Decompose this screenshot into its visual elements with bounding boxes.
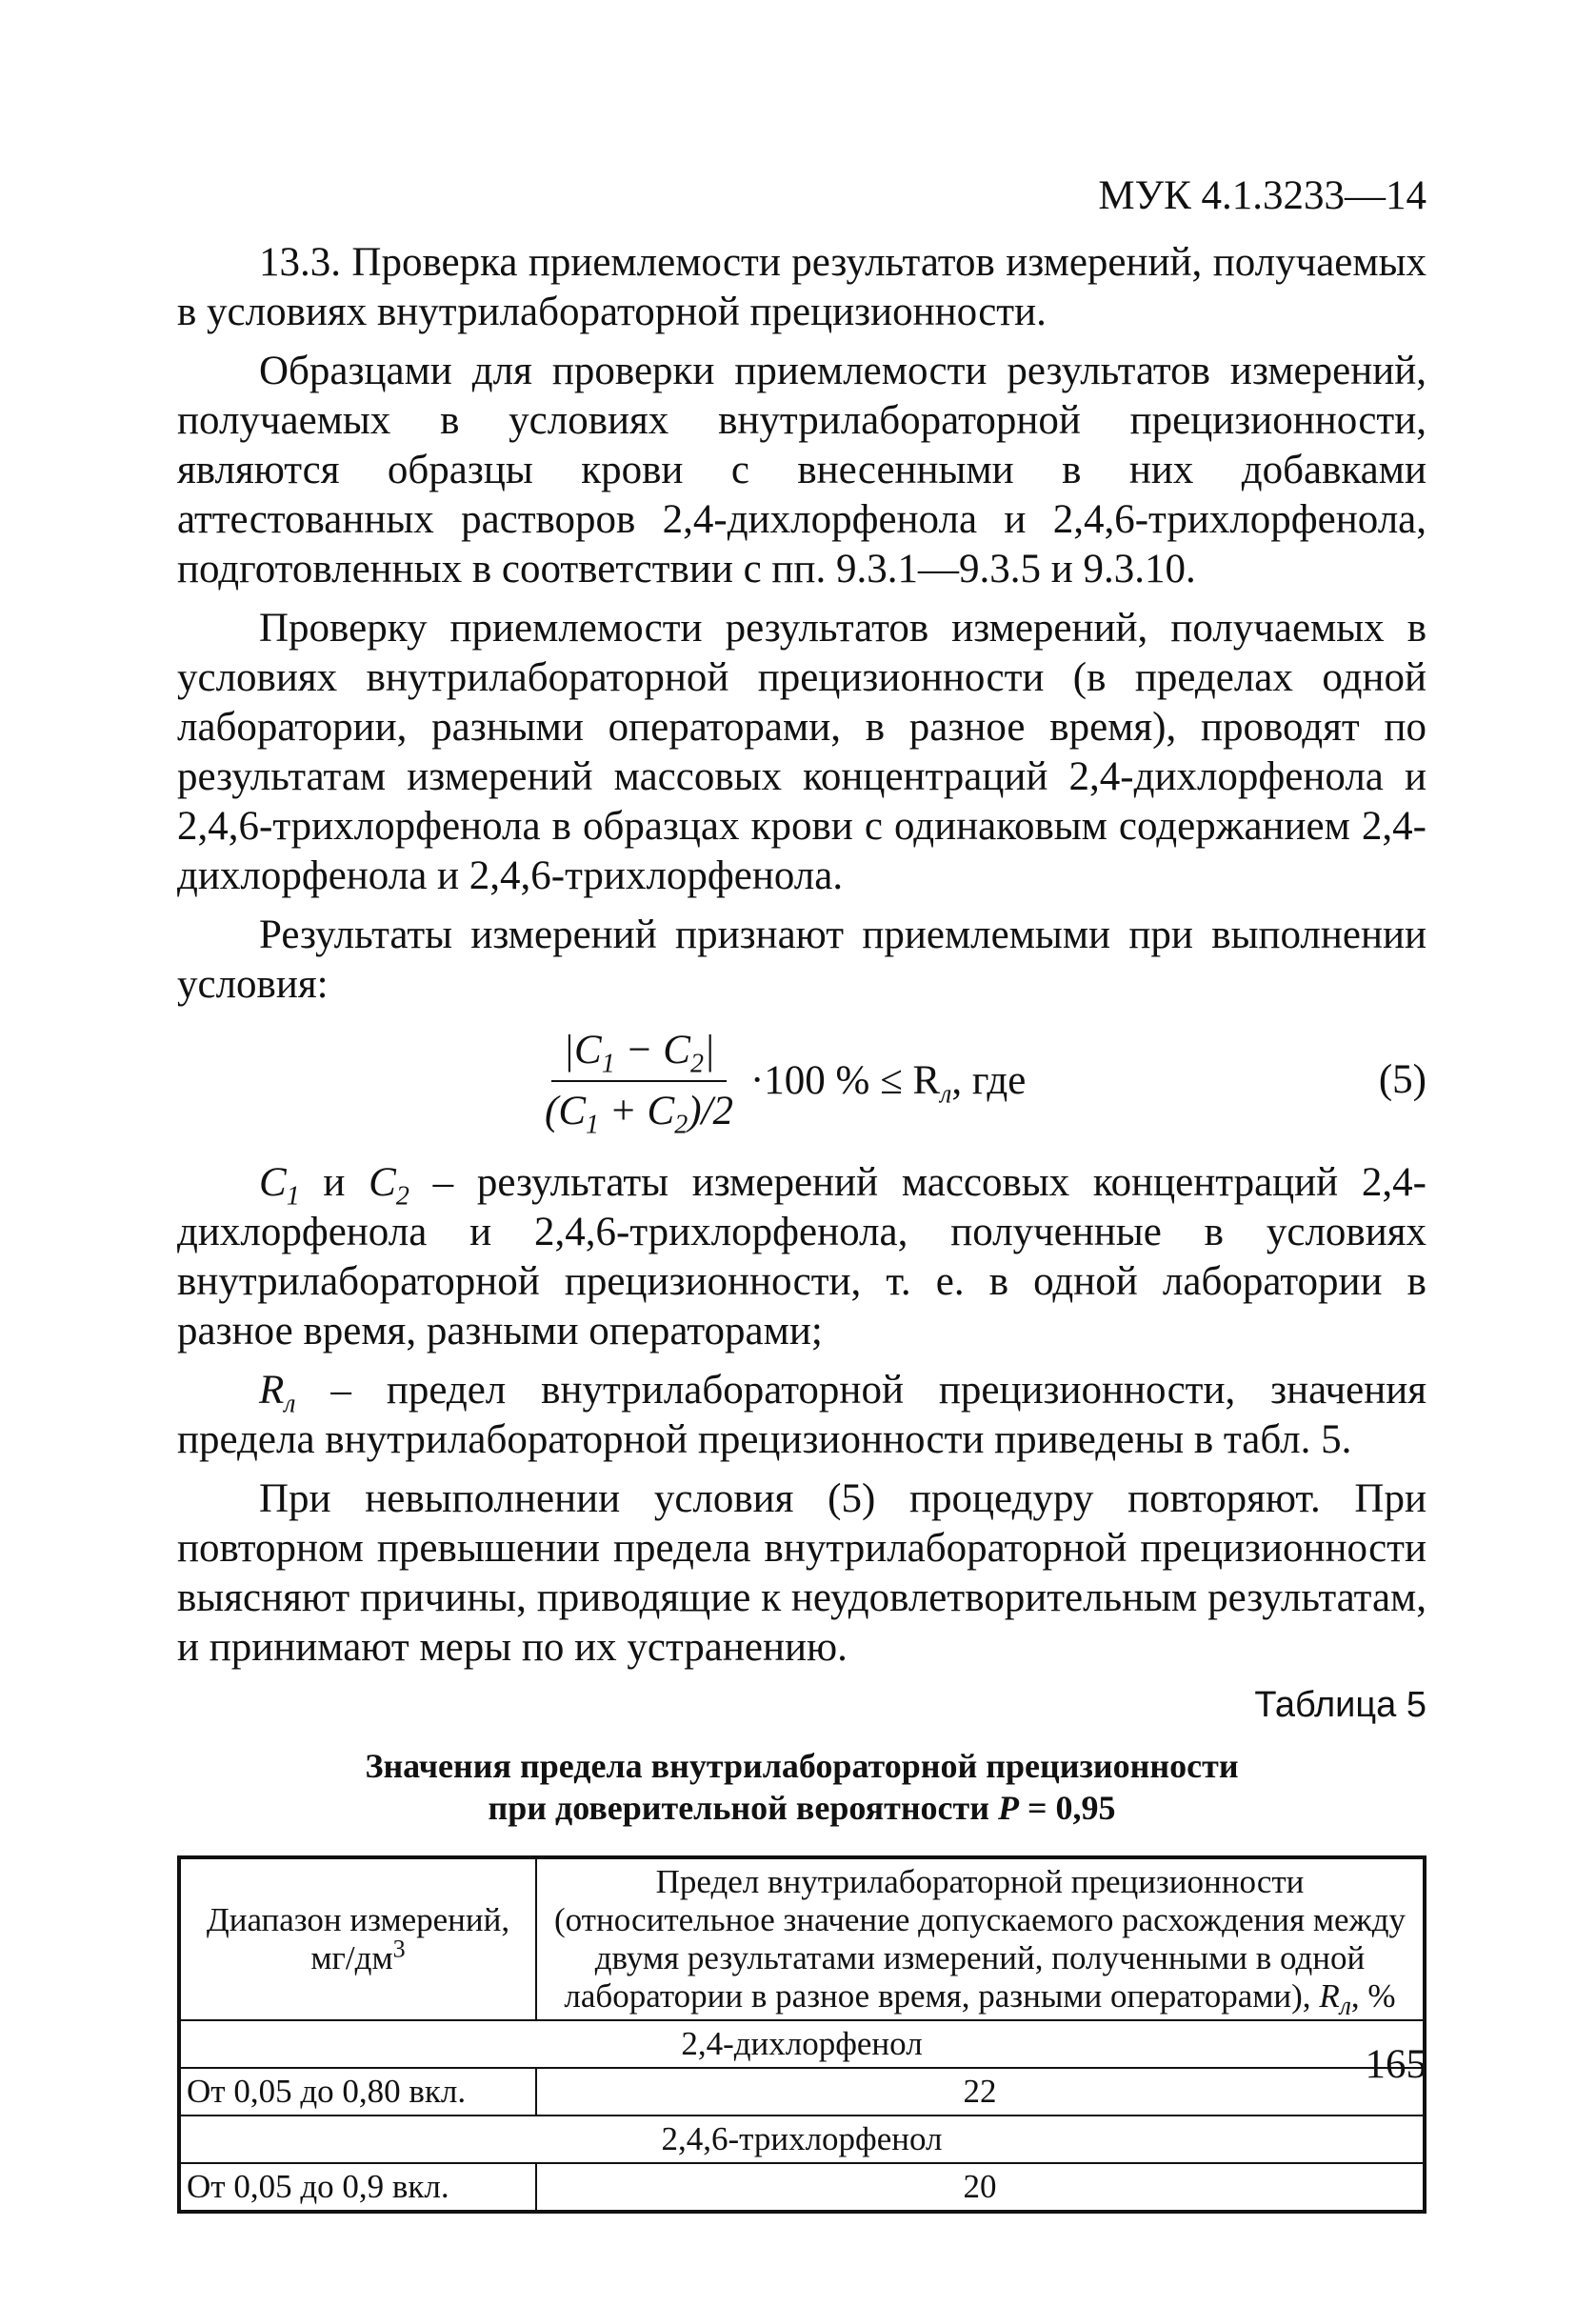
- substance-label: 2,4-дихлорфенол: [179, 2020, 1425, 2068]
- page-number: 165: [1365, 2042, 1426, 2087]
- table-label: Таблица 5: [1254, 1685, 1426, 1725]
- header-range: Диапазон измерений, $мг/дм^3$: [179, 1857, 536, 2020]
- definition-c1-c2: $C_1$ и $C_2$ – результаты измерений массовых концентраций 2,4-дихлорфенола и 2,4,6-трихлорфенола, полученные в условиях внутрилабораторной прецизионности, т. е. в одной лаборатории в разное время, разными операторами;: [177, 1160, 1426, 1354]
- formula-5: [177, 1019, 1426, 1143]
- paragraph-repeat: При невыполнении условия (5) процедуру повторяют. При повторном превышении предела внутрилабораторной прецизионности выясняют причины, приводящие к неудовлетворительным результатам, и принимают меры по их устранению.: [177, 1476, 1426, 1670]
- section-title: 13.3. Проверка приемлемости результатов измерений, получаемых в условиях внутрилабораторной прецизионности.: [177, 240, 1426, 334]
- formula-tail: ·100 % ≤ $R_л$, где: [749, 1058, 1027, 1110]
- paragraph-samples: Образцами для проверки приемлемости результатов измерений, получаемых в условиях внутрилабораторной прецизионности, являются образцы крови с внесенными в них добавками аттестованных растворов 2,4-дихлорфенола и 2,4,6-трихлорфенола, подготовленных в соответствии с пп. 9.3.1—9.3.5 и 9.3.10.: [177, 349, 1426, 592]
- table-row: [179, 2116, 1425, 2163]
- paragraph-condition: Результаты измерений признают приемлемыми при выполнении условия:: [177, 912, 1426, 1007]
- table-row: [179, 2163, 1425, 2212]
- header-precision-limit: Предел внутрилабораторной прецизионности (относительное значение допускаемого расхождения между двумя результатами измерений, полученными в одной лаборатории в разное время, разными операторами), $R_л$, %: [536, 1857, 1425, 2020]
- document-page: [177, 171, 1426, 2214]
- table-title: Значения предела внутрилабораторной прецизионности при доверительной вероятности P = 0,95: [365, 1747, 1239, 1827]
- substance-label: 2,4,6-трихлорфенол: [179, 2116, 1425, 2163]
- range-cell: От 0,05 до 0,80 вкл.: [179, 2068, 536, 2116]
- table-header-row: [179, 1857, 1425, 2020]
- precision-table: [177, 1855, 1426, 2214]
- formula-numerator: $|C_1 - C_2|$: [551, 1025, 727, 1082]
- formula-expression: [537, 1019, 1026, 1143]
- paragraph-procedure: Проверку приемлемости результатов измерений, получаемых в условиях внутрилабораторной прецизионности (в пределах одной лаборатории, разными операторами, в разное время), проводят по результатам измерений массовых концентраций 2,4-дихлорфенола и 2,4,6-трихлорфенола в образцах крови с одинаковым содержанием 2,4-дихлорфенола и 2,4,6-трихлорфенола.: [177, 606, 1426, 898]
- definitions: [177, 1158, 1426, 1465]
- range-cell: От 0,05 до 0,9 вкл.: [179, 2163, 536, 2212]
- value-cell: 22: [536, 2068, 1425, 2116]
- formula-fraction: [537, 1025, 741, 1140]
- document-code-header: МУК 4.1.3233—14: [1098, 173, 1426, 218]
- formula-number: (5): [1378, 1057, 1426, 1102]
- definition-rl: $R_л$ – предел внутрилабораторной прецизионности, значения предела внутрилабораторной прецизионности приведены в табл. 5.: [177, 1368, 1426, 1462]
- formula-denominator: $(C_1 + C_2)/2$: [545, 1089, 733, 1140]
- value-cell: 20: [536, 2163, 1425, 2212]
